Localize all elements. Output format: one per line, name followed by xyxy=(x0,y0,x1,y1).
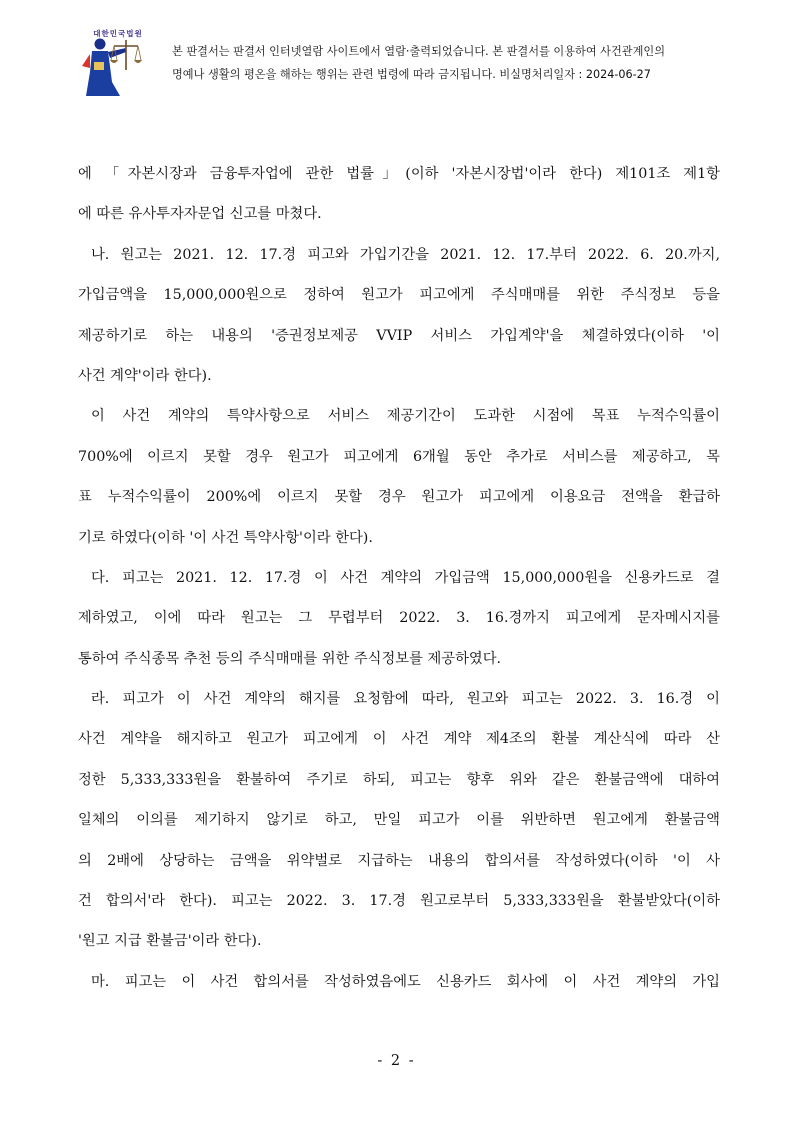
text-line: 표 누적수익률이 200%에 이르지 못할 경우 원고가 피고에게 이용요금 전액을 환급하 xyxy=(78,489,720,506)
text-line: 사건 계약을 해지하고 원고가 피고에게 이 사건 계약 제4조의 환불 계산식에 따라 산 xyxy=(78,731,720,748)
text-line: 일체의 이의를 제기하지 않기로 하고, 만일 피고가 이를 위반하면 원고에게 환불금액 xyxy=(78,812,720,829)
text-line: 700%에 이르지 못할 경우 원고가 피고에게 6개월 동안 추가로 서비스를 제공하고, 목 xyxy=(78,448,720,465)
logo-text: 대한민국법원 xyxy=(93,29,143,38)
text-line: 다. 피고는 2021. 12. 17.경 이 사건 계약의 가입금액 15,000,000원을 신용카드로 결 xyxy=(91,569,720,586)
text-line: 에 「자본시장과 금융투자업에 관한 법률」(이하 '자본시장법'이라 한다) 제101조 제1항 xyxy=(78,166,720,182)
notice-line: 명예나 생활의 평온을 해하는 행위는 관련 법령에 따라 금지됩니다. 비실명처리일자 : 2024-06-27 xyxy=(172,68,651,81)
text-line: 제공하기로 하는 내용의 '증권정보제공 VVIP 서비스 가입계약'을 체결하였다(이하 '이 xyxy=(78,327,720,344)
text-line: 의 2배에 상당하는 금액을 위약벌로 지급하는 내용의 합의서를 작성하였다(이하 '이 사 xyxy=(78,852,720,869)
text-line: 라. 피고가 이 사건 계약의 해지를 요청함에 따라, 원고와 피고는 2022. 3. 16.경 이 xyxy=(91,691,720,708)
text-line: 이 사건 계약의 특약사항으로 서비스 제공기간이 도과한 시점에 목표 누적수익률이 xyxy=(91,408,720,425)
text-line: 기로 하였다(이하 '이 사건 특약사항'이라 한다). xyxy=(78,529,373,546)
text-line: 정한 5,333,333원을 환불하여 주기로 하되, 피고는 향후 위와 같은 환불금액에 대하여 xyxy=(78,771,720,788)
page-number: - 2 - xyxy=(377,1053,416,1069)
notice-line: 본 판결서는 판결서 인터넷열람 사이트에서 열람·출력되었습니다. 본 판결서를 이용하여 사건관계인의 xyxy=(172,45,666,58)
court-emblem-icon xyxy=(68,22,168,102)
text-line: 가입금액을 15,000,000원으로 정하여 원고가 피고에게 주식매매를 위한 주식정보 등을 xyxy=(78,287,720,304)
text-line: 건 합의서'라 한다). 피고는 2022. 3. 17.경 원고로부터 5,333,333원을 환불받았다(이하 xyxy=(78,893,720,910)
text-line: '원고 지급 환불금'이라 한다). xyxy=(78,933,262,950)
usage-notice xyxy=(172,40,752,86)
judgment-body xyxy=(78,154,720,1002)
text-line: 나. 원고는 2021. 12. 17.경 피고와 가입기간을 2021. 12. 17.부터 2022. 6. 20.까지, xyxy=(91,246,720,263)
text-line: 통하여 주식종목 추천 등의 주식매매를 위한 주식정보를 제공하였다. xyxy=(78,650,502,667)
text-line: 에 따른 유사투자자문업 신고를 마쳤다. xyxy=(78,206,322,223)
text-line: 마. 피고는 이 사건 합의서를 작성하였음에도 신용카드 회사에 이 사건 계약의 가입 xyxy=(91,973,720,990)
document-header xyxy=(68,22,748,102)
text-line: 사건 계약'이라 한다). xyxy=(78,367,212,384)
text-line: 제하였고, 이에 따라 원고는 그 무렵부터 2022. 3. 16.경까지 피고에게 문자메시지를 xyxy=(78,610,720,627)
